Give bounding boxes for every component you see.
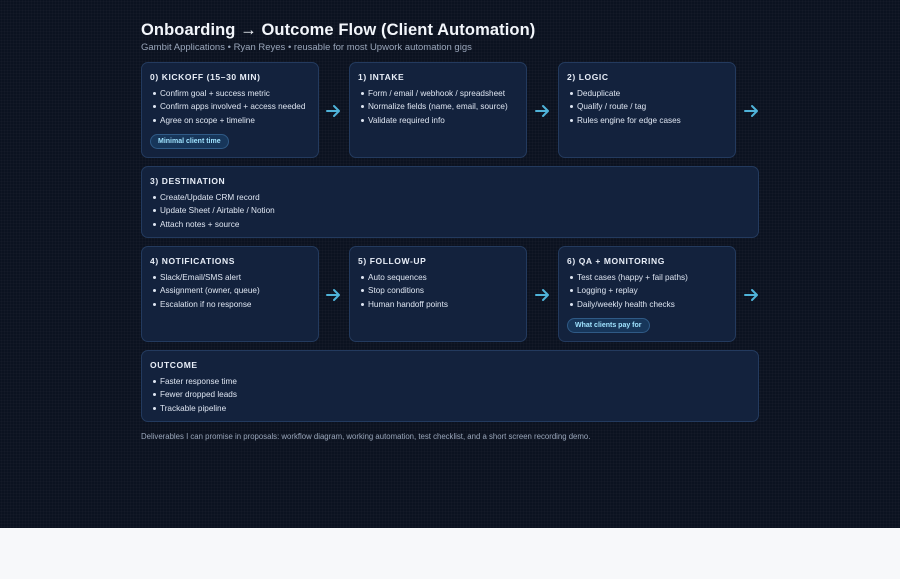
step-title-destination: 3) DESTINATION (150, 176, 226, 186)
list-item: Create/Update CRM record (160, 191, 750, 204)
list-item: Form / email / webhook / spreadsheet (368, 87, 518, 100)
step-card-kickoff (141, 62, 319, 158)
list-item: Slack/Email/SMS alert (160, 271, 310, 284)
step-title-followup: 5) FOLLOW-UP (358, 256, 427, 266)
step-card-intake (349, 62, 527, 158)
list-item: Update Sheet / Airtable / Notion (160, 204, 750, 217)
list-item: Auto sequences (368, 271, 518, 284)
list-item: Normalize fields (name, email, source) (368, 100, 518, 113)
list-item: Agree on scope + timeline (160, 114, 310, 127)
arrow-right-icon (326, 104, 342, 118)
step-title-intake: 1) INTAKE (358, 72, 405, 82)
list-item: Validate required info (368, 114, 518, 127)
page-title: Onboarding → Outcome Flow (Client Automation) (141, 21, 536, 39)
step-title-logic: 2) LOGIC (567, 72, 609, 82)
step-list-followup (358, 271, 518, 311)
arrow-right-icon (535, 104, 551, 118)
arrow-right-icon (535, 288, 551, 302)
list-item: Test cases (happy + fail paths) (577, 271, 727, 284)
list-item: Confirm apps involved + access needed (160, 100, 310, 113)
list-item: Trackable pipeline (160, 402, 750, 415)
step-list-logic (567, 87, 727, 127)
step-title-kickoff: 0) KICKOFF (15–30 MIN) (150, 72, 261, 82)
list-item: Stop conditions (368, 284, 518, 297)
outcome-list (150, 375, 750, 415)
arrow-right-icon (744, 288, 760, 302)
step-list-intake (358, 87, 518, 127)
step-list-qa-monitoring (567, 271, 727, 311)
step-title-notifications: 4) NOTIFICATIONS (150, 256, 235, 266)
list-item: Deduplicate (577, 87, 727, 100)
step-title-qa-monitoring: 6) QA + MONITORING (567, 256, 665, 266)
list-item: Fewer dropped leads (160, 388, 750, 401)
badge-minimal-client-time: Minimal client time (150, 134, 229, 149)
badge-what-clients-pay-for: What clients pay for (567, 318, 650, 333)
page-subtitle: Gambit Applications • Ryan Reyes • reusable for most Upwork automation gigs (141, 42, 472, 53)
step-card-logic (558, 62, 736, 158)
list-item: Daily/weekly health checks (577, 298, 727, 311)
arrow-right-icon (744, 104, 760, 118)
step-card-qa-monitoring (558, 246, 736, 342)
list-item: Escalation if no response (160, 298, 310, 311)
outcome-card (141, 350, 759, 422)
list-item: Faster response time (160, 375, 750, 388)
step-card-notifications (141, 246, 319, 342)
step-list-notifications (150, 271, 310, 311)
list-item: Logging + replay (577, 284, 727, 297)
outcome-title: OUTCOME (150, 360, 198, 370)
deliverables-note: Deliverables I can promise in proposals: workflow diagram, working automation, test checklist, and a short screen recording demo. (141, 432, 591, 441)
arrow-right-icon (326, 288, 342, 302)
list-item: Attach notes + source (160, 218, 750, 231)
list-item: Qualify / route / tag (577, 100, 727, 113)
step-card-destination (141, 166, 759, 238)
list-item: Confirm goal + success metric (160, 87, 310, 100)
list-item: Assignment (owner, queue) (160, 284, 310, 297)
step-list-kickoff (150, 87, 310, 127)
step-list-destination (150, 191, 750, 231)
list-item: Human handoff points (368, 298, 518, 311)
list-item: Rules engine for edge cases (577, 114, 727, 127)
step-card-followup (349, 246, 527, 342)
